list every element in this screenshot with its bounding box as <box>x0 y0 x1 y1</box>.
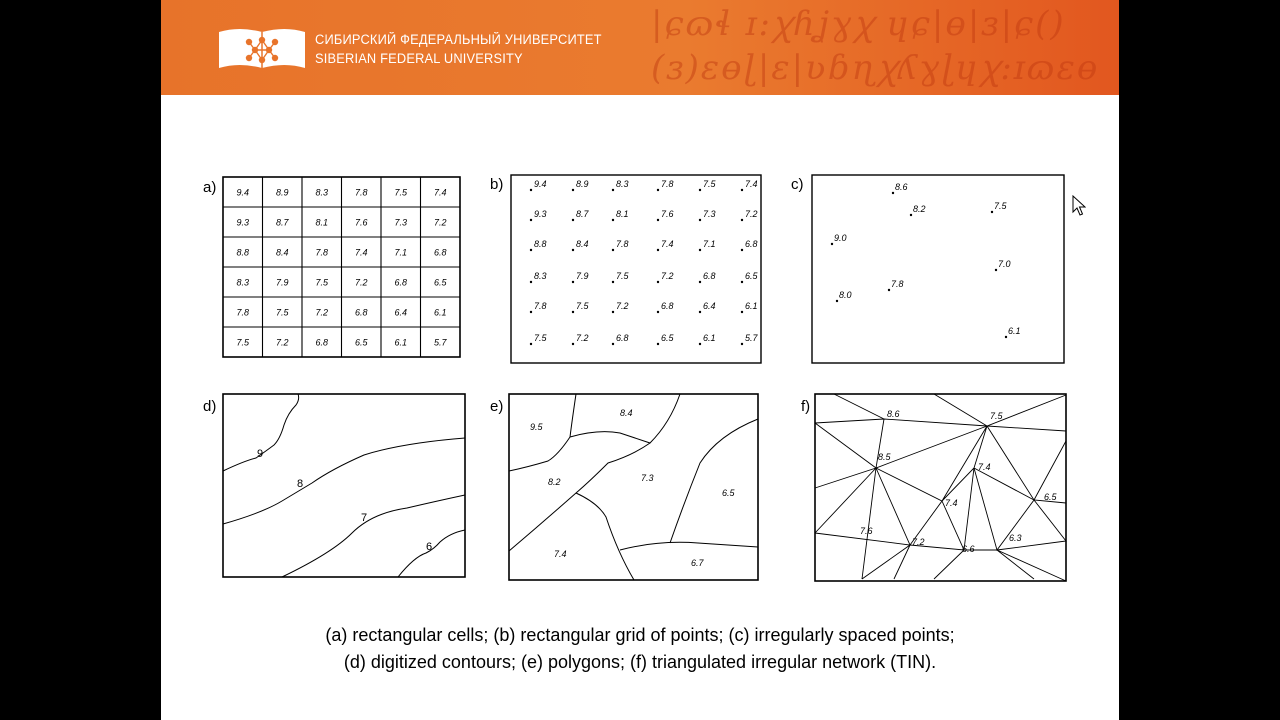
polygon-label-6-5: 6.5 <box>722 488 735 498</box>
cell-value: 6.8 <box>394 277 408 288</box>
grid-point-value: 8.7 <box>576 209 589 219</box>
university-name-russian: СИБИРСКИЙ ФЕДЕРАЛЬНЫЙ УНИВЕРСИТЕТ <box>315 32 602 47</box>
panel-b-grid-points <box>510 174 762 364</box>
cell-value: 8.3 <box>236 277 250 288</box>
grid-point <box>741 249 743 251</box>
panel-a-grid <box>222 176 461 358</box>
sample-point <box>1005 336 1007 338</box>
cell-value: 8.9 <box>275 187 289 198</box>
grid-point-value: 8.3 <box>534 271 547 281</box>
tin-node-7-2: 7.2 <box>912 537 925 547</box>
sample-point <box>991 211 993 213</box>
grid-point <box>699 249 701 251</box>
grid-point <box>572 311 574 313</box>
cell-value: 7.5 <box>275 307 289 318</box>
grid-point-value: 6.1 <box>703 333 716 343</box>
grid-point <box>530 249 532 251</box>
panel-c-irregular-points <box>811 174 1065 364</box>
cell-value: 9.4 <box>236 187 250 198</box>
sample-point <box>892 192 894 194</box>
grid-point <box>699 219 701 221</box>
grid-point <box>612 219 614 221</box>
grid-point-value: 6.4 <box>703 301 716 311</box>
cell-value: 7.3 <box>394 217 408 228</box>
tin-node-6-3: 6.3 <box>1009 533 1022 543</box>
grid-point <box>572 249 574 251</box>
grid-point <box>612 311 614 313</box>
grid-point-value: 7.3 <box>703 209 716 219</box>
grid-point-value: 7.2 <box>745 209 758 219</box>
polygon-label-7-4: 7.4 <box>554 549 567 559</box>
panel-b-points <box>510 174 762 364</box>
cell-value: 7.8 <box>354 187 368 198</box>
grid-point-value: 7.6 <box>661 209 674 219</box>
figure-caption <box>161 622 1119 676</box>
cell-value: 7.9 <box>275 277 289 288</box>
grid-point <box>741 281 743 283</box>
grid-point <box>530 219 532 221</box>
sample-point-value: 9.0 <box>834 233 847 243</box>
sample-point <box>910 214 912 216</box>
grid-point-value: 8.8 <box>534 239 547 249</box>
grid-point-value: 7.5 <box>534 333 547 343</box>
cell-value: 7.2 <box>433 217 447 228</box>
grid-point-value: 7.8 <box>534 301 547 311</box>
grid-point <box>657 343 659 345</box>
panel-e-label: e) <box>490 398 504 415</box>
panel-d-contours <box>222 393 466 578</box>
grid-point <box>741 343 743 345</box>
sample-point-value: 7.8 <box>891 279 904 289</box>
polygon-label-8-2: 8.2 <box>548 477 561 487</box>
panel-d-label: d) <box>203 398 217 415</box>
grid-point-value: 5.7 <box>745 333 758 343</box>
grid-point <box>657 189 659 191</box>
tin-node-7-4-lower: 7.4 <box>945 498 958 508</box>
tin-node-8-5: 8.5 <box>878 452 891 462</box>
panel-f-triangulated-network <box>814 393 1068 583</box>
grid-point <box>657 249 659 251</box>
sample-point-value: 8.6 <box>895 182 908 192</box>
grid-point <box>530 311 532 313</box>
cell-value: 6.8 <box>315 337 329 348</box>
polygon-label-9-5: 9.5 <box>530 422 543 432</box>
cell-value: 8.4 <box>275 247 289 258</box>
grid-point <box>612 189 614 191</box>
grid-point <box>572 281 574 283</box>
sample-point-value: 8.2 <box>913 204 926 214</box>
university-name-english: SIBERIAN FEDERAL UNIVERSITY <box>315 51 523 66</box>
cell-value: 6.8 <box>354 307 368 318</box>
grid-point-value: 7.5 <box>703 179 716 189</box>
grid-point-value: 6.8 <box>745 239 758 249</box>
contour-label-7: 7 <box>361 512 368 524</box>
sample-point <box>888 289 890 291</box>
sample-point <box>831 243 833 245</box>
cell-value: 7.4 <box>354 247 368 258</box>
cell-value: 6.5 <box>354 337 368 348</box>
panel-c-label: c) <box>791 176 804 193</box>
grid-point <box>612 281 614 283</box>
sample-point-value: 7.0 <box>998 259 1011 269</box>
contour-label-6: 6 <box>426 541 433 553</box>
grid-point <box>657 281 659 283</box>
grid-point <box>741 189 743 191</box>
cell-value: 8.8 <box>236 247 250 258</box>
grid-point-value: 7.9 <box>576 271 589 281</box>
cell-value: 6.4 <box>394 307 408 318</box>
grid-point <box>530 189 532 191</box>
cell-value: 6.5 <box>433 277 447 288</box>
cell-value: 7.5 <box>236 337 250 348</box>
grid-point-value: 6.1 <box>745 301 758 311</box>
grid-point-value: 8.4 <box>576 239 589 249</box>
grid-point-value: 6.5 <box>745 271 758 281</box>
grid-point <box>699 189 701 191</box>
caption-line-2: (d) digitized contours; (e) polygons; (f) triangulated irregular network (TIN). <box>343 652 937 672</box>
cell-value: 7.1 <box>394 247 408 258</box>
grid-point-value: 7.2 <box>616 301 629 311</box>
sample-point-value: 7.5 <box>994 201 1007 211</box>
grid-point-value: 8.3 <box>616 179 629 189</box>
tin-node-7-6: 7.6 <box>860 526 873 536</box>
polygon-label-7-3: 7.3 <box>641 473 654 483</box>
panel-b-label: b) <box>490 176 504 193</box>
grid-point <box>741 219 743 221</box>
mouse-pointer-icon <box>1072 195 1086 217</box>
cell-value: 6.1 <box>433 307 447 318</box>
cell-value: 9.3 <box>236 217 250 228</box>
panel-e-polygon-map <box>508 393 760 582</box>
cell-value: 7.4 <box>433 187 447 198</box>
grid-point <box>741 311 743 313</box>
cell-value: 7.5 <box>394 187 408 198</box>
cell-value: 5.7 <box>433 337 447 348</box>
grid-point-value: 6.8 <box>616 333 629 343</box>
cell-value: 7.5 <box>315 277 329 288</box>
grid-point <box>530 281 532 283</box>
grid-point-value: 6.8 <box>661 301 674 311</box>
sample-point-value: 6.1 <box>1008 326 1021 336</box>
header-banner <box>161 0 1119 95</box>
cell-value: 7.8 <box>236 307 250 318</box>
caption-line-1: (a) rectangular cells; (b) rectangular grid of points; (c) irregularly spaced points; <box>325 625 955 645</box>
grid-point-value: 9.4 <box>534 179 547 189</box>
tin-node-7-4-upper: 7.4 <box>978 462 991 472</box>
cell-value: 7.2 <box>354 277 368 288</box>
panel-a-rectangular-cells <box>222 176 461 358</box>
decorative-script-pattern: |ɕɷɬ ɪ:ꭓɦʝɣꭓ ɥɕ|ɵ|ɜ|ɕ() (ɜ)ɛɵɭ|ɛ|ʋɓɳꭓʎɣɭɥꭓ:ɪɷɛɵ <box>651 4 1100 88</box>
contour-label-9: 9 <box>257 448 264 460</box>
sample-point <box>995 269 997 271</box>
cell-value: 8.7 <box>275 217 289 228</box>
grid-point-value: 9.3 <box>534 209 547 219</box>
sample-point-value: 8.0 <box>839 290 852 300</box>
grid-point <box>657 219 659 221</box>
panel-e-polygons <box>508 393 760 582</box>
grid-point-value: 7.4 <box>745 179 758 189</box>
grid-point <box>530 343 532 345</box>
cell-value: 8.3 <box>315 187 329 198</box>
panel-f-tin <box>814 393 1068 583</box>
grid-point <box>572 189 574 191</box>
grid-point-value: 7.2 <box>576 333 589 343</box>
tin-node-6-5: 6.5 <box>1044 492 1057 502</box>
slide <box>161 0 1119 720</box>
tin-node-8-6: 8.6 <box>887 409 900 419</box>
cell-value: 8.1 <box>315 217 329 228</box>
cell-value: 7.8 <box>315 247 329 258</box>
tin-node-6-6: 6.6 <box>962 544 975 554</box>
grid-point-value: 7.8 <box>616 239 629 249</box>
grid-point <box>572 343 574 345</box>
grid-point <box>657 311 659 313</box>
cell-value: 6.1 <box>394 337 408 348</box>
polygon-label-8-4: 8.4 <box>620 408 633 418</box>
grid-point <box>612 343 614 345</box>
grid-point-value: 7.5 <box>616 271 629 281</box>
grid-point-value: 8.1 <box>616 209 629 219</box>
cell-value: 7.6 <box>354 217 368 228</box>
grid-point <box>699 343 701 345</box>
grid-point-value: 7.8 <box>661 179 674 189</box>
polygon-label-6-7: 6.7 <box>691 558 704 568</box>
panel-f-label: f) <box>801 398 811 415</box>
grid-point <box>572 219 574 221</box>
panel-c-points <box>811 174 1065 364</box>
grid-point-value: 7.4 <box>661 239 674 249</box>
grid-point-value: 6.5 <box>661 333 674 343</box>
contour-label-8: 8 <box>297 478 304 490</box>
grid-point-value: 7.2 <box>661 271 674 281</box>
grid-point-value: 7.1 <box>703 239 716 249</box>
cell-value: 7.2 <box>275 337 289 348</box>
panel-a-label: a) <box>203 179 217 196</box>
sample-point <box>836 300 838 302</box>
university-logo-emblem <box>217 24 307 74</box>
grid-point <box>612 249 614 251</box>
grid-point <box>699 311 701 313</box>
grid-point-value: 7.5 <box>576 301 589 311</box>
cell-value: 6.8 <box>433 247 447 258</box>
grid-point-value: 6.8 <box>703 271 716 281</box>
cell-value: 7.2 <box>315 307 329 318</box>
grid-point <box>699 281 701 283</box>
panel-d-contour-lines <box>222 393 466 578</box>
tin-node-7-5: 7.5 <box>990 411 1003 421</box>
grid-point-value: 8.9 <box>576 179 589 189</box>
